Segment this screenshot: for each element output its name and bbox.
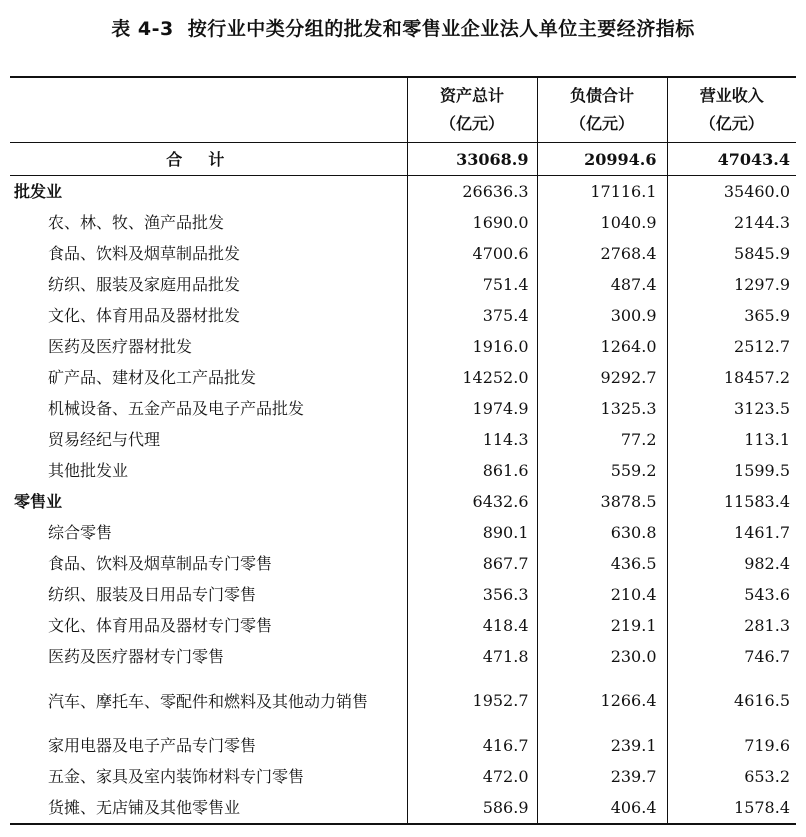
revenue-value: 2512.7	[667, 331, 796, 362]
row-label: 食品、饮料及烟草制品专门零售	[48, 554, 273, 573]
table-row	[10, 761, 796, 792]
table-row	[10, 300, 796, 331]
table-row	[10, 730, 796, 761]
liabilities-value: 239.7	[537, 761, 667, 792]
table-row	[10, 641, 796, 672]
row-label: 农、林、牧、渔产品批发	[48, 213, 225, 232]
row-label: 纺织、服装及日用品专门零售	[48, 585, 257, 604]
liabilities-value: 239.1	[537, 730, 667, 761]
total-assets: 33068.9	[407, 143, 537, 176]
liabilities-value: 219.1	[537, 610, 667, 641]
assets-value: 14252.0	[407, 362, 537, 393]
liabilities-value: 77.2	[537, 424, 667, 455]
header-assets-unit: （亿元）	[439, 114, 504, 133]
table-body	[10, 143, 796, 825]
liabilities-value: 300.9	[537, 300, 667, 331]
header-liabilities-name: 负债合计	[569, 86, 634, 105]
assets-value: 1952.7	[407, 672, 537, 730]
assets-value: 586.9	[407, 792, 537, 824]
row-label: 矿产品、建材及化工产品批发	[48, 368, 257, 387]
header-liabilities-unit: （亿元）	[569, 114, 634, 133]
liabilities-value: 1040.9	[537, 207, 667, 238]
assets-value: 472.0	[407, 761, 537, 792]
row-label: 食品、饮料及烟草制品批发	[48, 244, 241, 263]
group-row	[10, 486, 796, 517]
revenue-value: 5845.9	[667, 238, 796, 269]
liabilities-value: 1266.4	[537, 672, 667, 730]
group-label: 批发业	[14, 182, 63, 201]
header-revenue	[667, 77, 796, 143]
liabilities-value: 487.4	[537, 269, 667, 300]
table-row	[10, 672, 796, 730]
table-header	[10, 77, 796, 143]
revenue-value: 4616.5	[667, 672, 796, 730]
assets-value: 6432.6	[407, 486, 537, 517]
revenue-value: 281.3	[667, 610, 796, 641]
assets-value: 471.8	[407, 641, 537, 672]
assets-value: 416.7	[407, 730, 537, 761]
header-blank-cell	[10, 77, 407, 143]
liabilities-value: 559.2	[537, 455, 667, 486]
assets-value: 375.4	[407, 300, 537, 331]
revenue-value: 1461.7	[667, 517, 796, 548]
revenue-value: 11583.4	[667, 486, 796, 517]
revenue-value: 1297.9	[667, 269, 796, 300]
liabilities-value: 210.4	[537, 579, 667, 610]
row-label: 五金、家具及室内装饰材料专门零售	[48, 767, 305, 786]
header-assets	[407, 77, 537, 143]
assets-value: 114.3	[407, 424, 537, 455]
row-label: 综合零售	[48, 523, 113, 542]
liabilities-value: 630.8	[537, 517, 667, 548]
total-revenue: 47043.4	[667, 143, 796, 176]
table-row	[10, 207, 796, 238]
row-label: 汽车、摩托车、零配件和燃料及其他动力销售	[48, 691, 369, 711]
liabilities-value: 230.0	[537, 641, 667, 672]
revenue-value: 2144.3	[667, 207, 796, 238]
liabilities-value: 2768.4	[537, 238, 667, 269]
revenue-value: 982.4	[667, 548, 796, 579]
table-title-text: 按行业中类分组的批发和零售业企业法人单位主要经济指标	[187, 18, 695, 40]
row-label: 医药及医疗器材专门零售	[48, 647, 225, 666]
assets-value: 861.6	[407, 455, 537, 486]
liabilities-value: 406.4	[537, 792, 667, 824]
assets-value: 1974.9	[407, 393, 537, 424]
table-row	[10, 455, 796, 486]
revenue-value: 746.7	[667, 641, 796, 672]
assets-value: 867.7	[407, 548, 537, 579]
header-liabilities	[537, 77, 667, 143]
table-row	[10, 393, 796, 424]
table-row	[10, 548, 796, 579]
table-row	[10, 579, 796, 610]
table-row	[10, 362, 796, 393]
table-row	[10, 238, 796, 269]
row-label: 文化、体育用品及器材批发	[48, 306, 241, 325]
liabilities-value: 3878.5	[537, 486, 667, 517]
revenue-value: 719.6	[667, 730, 796, 761]
liabilities-value: 436.5	[537, 548, 667, 579]
liabilities-value: 9292.7	[537, 362, 667, 393]
table-row	[10, 331, 796, 362]
table-row	[10, 610, 796, 641]
row-label: 医药及医疗器材批发	[48, 337, 193, 356]
table-title	[0, 14, 806, 41]
liabilities-value: 1264.0	[537, 331, 667, 362]
liabilities-value: 1325.3	[537, 393, 667, 424]
table-number: 表 4-3	[111, 18, 174, 40]
revenue-value: 1599.5	[667, 455, 796, 486]
assets-value: 418.4	[407, 610, 537, 641]
assets-value: 26636.3	[407, 176, 537, 208]
revenue-value: 365.9	[667, 300, 796, 331]
assets-value: 1690.0	[407, 207, 537, 238]
row-label: 贸易经纪与代理	[48, 430, 161, 449]
assets-value: 356.3	[407, 579, 537, 610]
total-label: 合计	[10, 143, 407, 176]
group-label: 零售业	[14, 492, 63, 511]
assets-value: 4700.6	[407, 238, 537, 269]
economic-indicators-table	[10, 76, 796, 825]
header-assets-name: 资产总计	[439, 86, 504, 105]
revenue-value: 113.1	[667, 424, 796, 455]
revenue-value: 1578.4	[667, 792, 796, 824]
revenue-value: 3123.5	[667, 393, 796, 424]
total-row	[10, 143, 796, 176]
row-label: 货摊、无店铺及其他零售业	[10, 792, 407, 824]
revenue-value: 543.6	[667, 579, 796, 610]
header-revenue-name: 营业收入	[699, 86, 764, 105]
revenue-value: 35460.0	[667, 176, 796, 208]
table-row	[10, 792, 796, 824]
row-label: 其他批发业	[48, 461, 129, 480]
assets-value: 1916.0	[407, 331, 537, 362]
row-label: 文化、体育用品及器材专门零售	[48, 616, 273, 635]
revenue-value: 653.2	[667, 761, 796, 792]
table-row	[10, 269, 796, 300]
row-label: 机械设备、五金产品及电子产品批发	[48, 399, 305, 418]
table-row	[10, 424, 796, 455]
assets-value: 890.1	[407, 517, 537, 548]
row-label: 家用电器及电子产品专门零售	[48, 736, 257, 755]
revenue-value: 18457.2	[667, 362, 796, 393]
total-liabilities: 20994.6	[537, 143, 667, 176]
assets-value: 751.4	[407, 269, 537, 300]
group-row	[10, 176, 796, 208]
header-revenue-unit: （亿元）	[699, 114, 764, 133]
row-label: 纺织、服装及家庭用品批发	[48, 275, 241, 294]
liabilities-value: 17116.1	[537, 176, 667, 208]
table-row	[10, 517, 796, 548]
